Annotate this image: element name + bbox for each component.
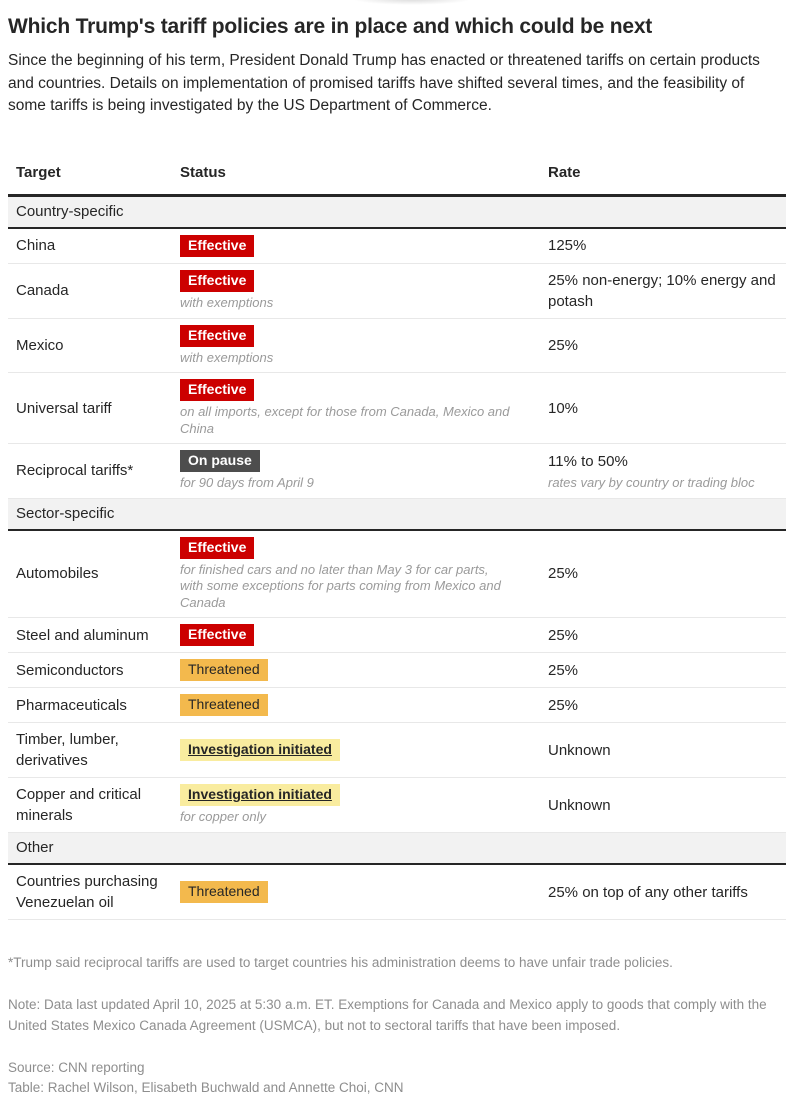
rate-value: 25% (548, 336, 579, 354)
status-badge: Effective (180, 624, 254, 646)
status-badge: Effective (180, 537, 254, 559)
status-badge: Effective (180, 379, 254, 401)
rate-value: 25% (548, 661, 579, 679)
target-label: Timber, lumber, derivatives (16, 731, 119, 769)
status-badge: Threatened (180, 694, 268, 716)
row-venezuelan-oil (8, 865, 786, 920)
rate-value: Unknown (548, 796, 611, 814)
rate-value: Unknown (548, 741, 611, 759)
target-label: Reciprocal tariffs* (16, 462, 134, 480)
target-label: Canada (16, 282, 69, 299)
target-label: Universal tariff (16, 399, 112, 417)
reciprocal-footnote: *Trump said reciprocal tariffs are used to target countries his administration deems to have unfair trade policies. (8, 955, 673, 970)
status-badge: Effective (180, 270, 254, 292)
source-line: Source: CNN reporting (8, 1060, 145, 1075)
rate-value: 25% (548, 626, 579, 644)
section-header-other: Other (8, 833, 786, 865)
column-header-status: Status (180, 163, 226, 181)
status-note: with exemptions (180, 294, 274, 310)
status-badge: Effective (180, 235, 254, 257)
status-note: for finished cars and no later than May 3 for car parts, with some exceptions for parts coming from Mexico and Canada (180, 561, 501, 610)
target-label: Copper and critical minerals (16, 786, 142, 824)
row-mexico (8, 319, 786, 374)
status-badge: Investigation initiated (180, 784, 340, 806)
row-semiconductors (8, 653, 786, 688)
column-header-rate: Rate (548, 163, 581, 181)
rate-value: 25% (548, 696, 579, 714)
rate-value: 10% (548, 399, 579, 417)
page-description: Since the beginning of his term, President Donald Trump has enacted or threatened tariffs on certain products and countries. Details on implementation of promised tariffs have shifted several times, and the feasibility of some tariffs is being investigated by the US Department of Commerce. (8, 52, 760, 114)
page-title: Which Trump's tariff policies are in place and which could be next (8, 15, 653, 38)
rate-value: 125% (548, 237, 587, 254)
row-china (8, 229, 786, 264)
status-note: for 90 days from April 9 (180, 475, 314, 490)
status-note: on all imports, except for those from Canada, Mexico and China (180, 404, 510, 436)
target-label: Steel and aluminum (16, 626, 149, 644)
status-note: with exemptions (180, 349, 274, 365)
status-badge: Threatened (180, 659, 268, 681)
row-canada (8, 264, 786, 319)
column-header-target: Target (16, 163, 61, 181)
top-edge-artifact (352, 0, 472, 5)
target-label: Mexico (16, 336, 64, 354)
status-badge: Effective (180, 325, 254, 347)
credit-line: Table: Rachel Wilson, Elisabeth Buchwald and Annette Choi, CNN (8, 1080, 404, 1095)
table-header-row (8, 154, 786, 197)
footer (8, 952, 786, 1098)
row-automobiles (8, 531, 786, 619)
tariff-table (8, 154, 786, 921)
target-label: Automobiles (16, 565, 99, 583)
row-copper-minerals (8, 778, 786, 833)
row-timber-lumber (8, 723, 786, 778)
row-pharmaceuticals (8, 688, 786, 723)
section-header-sector-specific: Sector-specific (8, 499, 786, 531)
status-note: for copper only (180, 809, 266, 825)
status-badge: Threatened (180, 881, 268, 903)
data-note: Note: Data last updated April 10, 2025 at 5:30 a.m. ET. Exemptions for Canada and Mexico apply to goods that comply with the United States Mexico Canada Agreement (USMCA), but not to sectoral tariffs that have been imposed. (8, 997, 767, 1033)
rate-value: 25% (548, 565, 579, 583)
rate-value: 11% to 50% (548, 452, 628, 470)
section-header-country-specific: Country-specific (8, 197, 786, 229)
rate-value: 25% on top of any other tariffs (548, 883, 748, 901)
status-badge: On pause (180, 450, 260, 472)
status-badge: Investigation initiated (180, 739, 340, 761)
rate-value: 25% non-energy; 10% energy and potash (548, 271, 776, 310)
rate-note: rates vary by country or trading bloc (548, 474, 755, 490)
target-label: Countries purchasing Venezuelan oil (16, 873, 158, 911)
row-universal-tariff (8, 373, 786, 444)
target-label: Semiconductors (16, 661, 124, 679)
row-steel-aluminum (8, 618, 786, 653)
row-reciprocal-tariffs (8, 444, 786, 499)
target-label: Pharmaceuticals (16, 696, 127, 714)
target-label: China (16, 237, 56, 254)
